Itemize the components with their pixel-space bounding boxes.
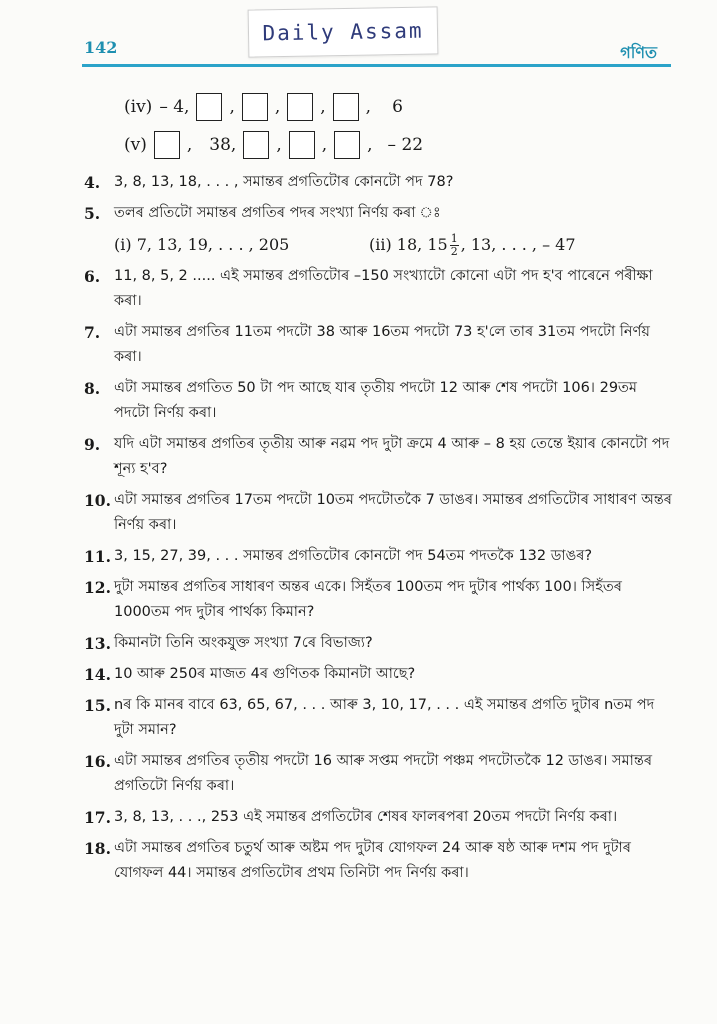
blank-box [243,131,269,159]
question-number: 7. [84,323,101,342]
sequence-term: – 22 [387,134,424,155]
chapter-title: গণিত [620,43,657,62]
question-text: 3, 8, 13, . . ., 253 এই সমান্তৰ প্ৰগতিটোৰ শেষৰ ফালৰপৰা 20তম পদটো নিৰ্ণয় কৰা। [114,809,618,825]
question-number: 6. [84,267,101,286]
question-text: এটা সমান্তৰ প্ৰগতিৰ 17তম পদটো 10তম পদটোতকৈ 7 ডাঙৰ। সমান্তৰ প্ৰগতিটোৰ সাধাৰণ অন্তৰ নিৰ্ণয় কৰা। [114,492,672,533]
question-number: 12. [84,578,111,597]
question-9 [84,432,674,482]
question-text: 11, 8, 5, 2 ..... এই সমান্তৰ প্ৰগতিটোৰ –150 সংখ্যাটো কোনো এটা পদ হ'ব পাৰেনে পৰীক্ষা কৰা। [114,268,653,309]
blank-box [334,131,360,159]
question-number: 8. [84,379,101,398]
question-text: 3, 8, 13, 18, . . . , সমান্তৰ প্ৰগতিটোৰ কোনটো পদ 78? [114,174,454,190]
question-13 [84,631,674,656]
blank-box [289,131,315,159]
sequence-label: (v) [124,134,147,155]
part-i: (i) 7, 13, 19, . . . , 205 [114,235,290,254]
question-text: এটা সমান্তৰ প্ৰগতিৰ তৃতীয় পদটো 16 আৰু সপ্তম পদটো পঞ্চম পদটোতকৈ 12 ডাঙৰ। সমান্তৰ প্ৰগতিটো নিৰ্ণয় কৰা। [114,753,653,794]
question-17 [84,805,674,830]
header-rule [82,64,671,67]
question-text: এটা সমান্তৰ প্ৰগতিৰ 11তম পদটো 38 আৰু 16তম পদটো 73 হ'লে তাৰ 31তম পদটো নিৰ্ণয় কৰা। [114,324,650,365]
sequence-label: (iv) [124,96,153,117]
question-4 [84,170,674,195]
question-14 [84,662,674,687]
blank-box [154,131,180,159]
question-number: 9. [84,435,101,454]
question-number: 10. [84,491,111,510]
question-text: যদি এটা সমান্তৰ প্ৰগতিৰ তৃতীয় আৰু নৱম পদ দুটা ক্ৰমে 4 আৰু – 8 হয় তেন্তে ইয়াৰ কোনটো পদ শূন্য হ'ব? [114,436,670,477]
question-number: 13. [84,634,111,653]
question-15 [84,693,674,743]
question-number: 14. [84,665,111,684]
question-text: এটা সমান্তৰ প্ৰগতিৰ চতুৰ্থ আৰু অষ্টম পদ দুটাৰ যোগফল 24 আৰু ষষ্ঠ আৰু দশম পদ দুটাৰ যোগফল 44। সমান্তৰ প্ৰগতিটোৰ প্ৰথম তিনিটা পদ নিৰ্ণয় কৰা। [114,840,631,881]
question-5-parts [114,232,674,258]
sequence-term: 6 [392,96,403,117]
blank-box [196,93,222,121]
sequence-v: (v) , 38, , , , – 22 [124,126,674,164]
question-16 [84,749,674,799]
page-number: 142 [84,38,118,57]
question-text: nৰ কি মানৰ বাবে 63, 65, 67, . . . আৰু 3, 10, 17, . . . এই সমান্তৰ প্ৰগতি দুটাৰ nতম পদ দুটা সমান? [114,697,655,738]
question-text: দুটা সমান্তৰ প্ৰগতিৰ সাধাৰণ অন্তৰ একে। সিহঁতৰ 100তম পদ দুটাৰ পাৰ্থক্য 100। সিহঁতৰ 1000তম পদ দুটাৰ পাৰ্থক্য কিমান? [114,579,622,620]
blank-box [333,93,359,121]
mixed-fraction: $\frac{1}{2}$ [450,232,458,258]
question-number: 16. [84,752,111,771]
sequence-term: 38, [209,134,237,155]
question-number: 11. [84,547,111,566]
question-number: 17. [84,808,111,827]
question-10 [84,488,674,538]
question-number: 4. [84,173,101,192]
question-number: 18. [84,839,111,858]
question-text: এটা সমান্তৰ প্ৰগতিত 50 টা পদ আছে যাৰ তৃতীয় পদটো 12 আৰু শেষ পদটো 106। 29তম পদটো নিৰ্ণয় কৰা। [114,380,637,421]
blank-box [242,93,268,121]
question-text: তলৰ প্ৰতিটো সমান্তৰ প্ৰগতিৰ পদৰ সংখ্যা নিৰ্ণয় কৰা ঃ [114,205,441,221]
sequence-iv: (iv) – 4, , , , , 6 [124,88,674,126]
question-number: 15. [84,696,111,715]
question-8 [84,376,674,426]
question-text: কিমানটা তিনি অংকযুক্ত সংখ্যা 7ৰে বিভাজ্য? [114,635,373,651]
part-ii: (ii) 18, 15 $\frac{1}{2}$ , 13, . . . , – 47 [369,232,576,258]
question-7 [84,320,674,370]
question-6 [84,264,674,314]
question-number: 5. [84,204,101,223]
question-18 [84,836,674,886]
question-11 [84,544,674,569]
blank-box [287,93,313,121]
question-text: 10 আৰু 250ৰ মাজত 4ৰ গুণিতক কিমানটা আছে? [114,666,416,682]
question-text: 3, 15, 27, 39, . . . সমান্তৰ প্ৰগতিটোৰ কোনটো পদ 54তম পদতকৈ 132 ডাঙৰ? [114,548,593,564]
stamp-label: Daily Assam [248,6,439,57]
question-12 [84,575,674,625]
question-5 [84,201,674,226]
sequence-term: – 4, [159,96,190,117]
page-content [84,88,674,886]
